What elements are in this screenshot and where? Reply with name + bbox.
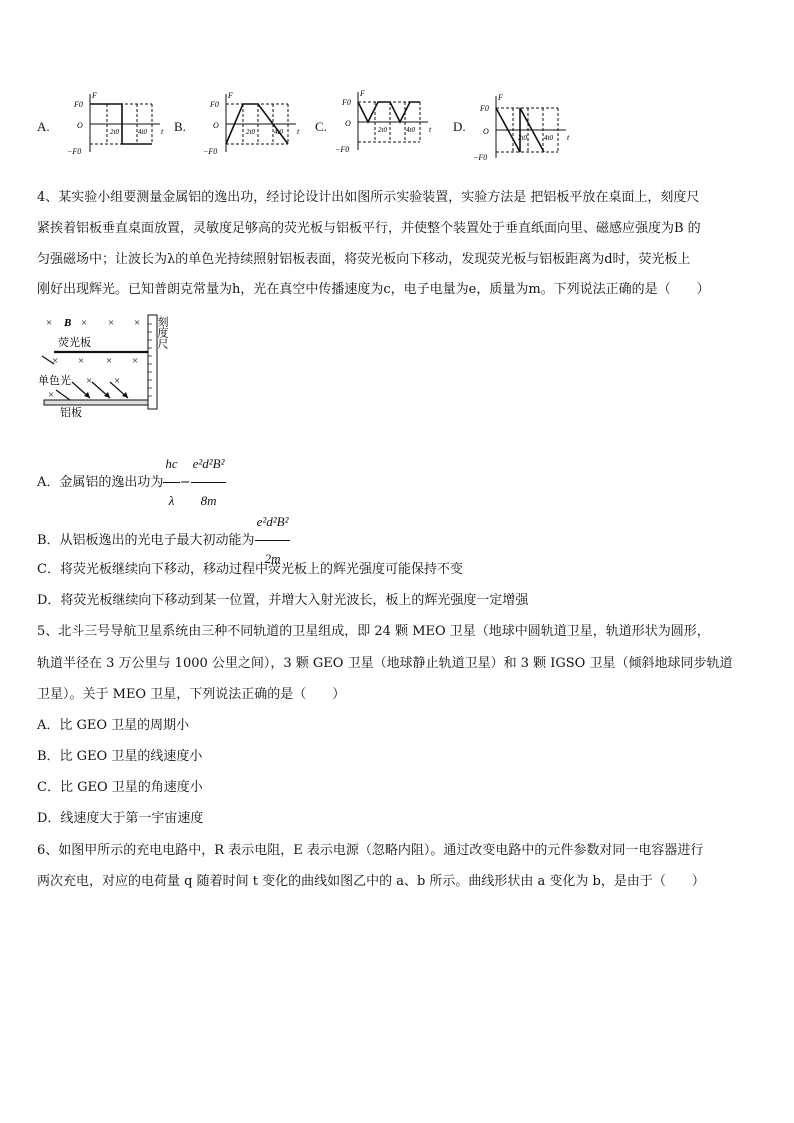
t-axis-label: t (161, 127, 164, 136)
option-a-label: A. (37, 119, 50, 134)
screen-label: 荧光板 (58, 337, 91, 349)
field-cross: × (86, 375, 93, 387)
f0-label: F0 (210, 100, 219, 109)
minus-sign: − (179, 475, 191, 490)
q5-stem-line-2: 轨道半径在 3 万公里与 1000 公里之间），3 颗 GEO 卫星（地球静止轨道卫星）和 3 颗 IGSO 卫星（倾斜地球同步轨道 (37, 656, 733, 671)
q5-option-a: A．比 GEO 卫星的周期小 (37, 718, 190, 733)
q6-stem-line-1: 6、如图甲所示的充电电路中，R 表示电阻，E 表示电源（忽略内阻）。通过改变电路中的元件参数对同一电容器进行 (37, 843, 704, 858)
field-cross: × (46, 317, 53, 329)
fraction-denominator: 2m (264, 551, 281, 566)
f-axis-label: F (498, 93, 503, 102)
q4-option-a-text: A．金属铝的逸出功为 (37, 475, 164, 490)
neg-f0-label: −F0 (335, 145, 350, 154)
tick-2t0: 2t0 (110, 128, 119, 136)
f-axis-label: F (360, 89, 365, 98)
field-cross: × (106, 355, 113, 367)
q4-stem-line-4: 刚好出现辉光。已知普朗克常量为h，光在真空中传播速度为c，电子电量为e，质量为m。下列说法正确的是（ ） (37, 282, 710, 297)
f-axis-label: F (92, 91, 97, 100)
fraction-numerator: e²d²B² (255, 504, 291, 541)
option-d-graph (468, 92, 573, 164)
light-label: 单色光 (38, 375, 71, 387)
q4-stem-line-3: 匀强磁场中；让波长为λ的单色光持续照射铝板表面，将荧光板向下移动，发现荧光板与铝板距离为d时，荧光板上 (37, 252, 691, 267)
q4-option-b-text: B．从铝板逸出的光电子最大初动能为 (37, 533, 255, 548)
field-cross: × (78, 355, 85, 367)
option-d-label: D. (453, 119, 466, 134)
tick-2t0: 2t0 (518, 134, 527, 142)
b-field-label: B (64, 317, 72, 329)
field-cross: × (108, 317, 115, 329)
neg-f0-label: −F0 (473, 153, 488, 162)
field-cross: × (134, 317, 141, 329)
option-b-graph (198, 90, 303, 158)
ruler-label: 刻度尺 (156, 316, 168, 349)
neg-f0-label: −F0 (67, 147, 82, 156)
origin-label: O (213, 121, 219, 130)
field-cross: × (52, 355, 59, 367)
tick-4t0: 4t0 (406, 126, 415, 134)
t-axis-label: t (567, 133, 570, 142)
t-axis-label: t (297, 127, 300, 136)
q4-stem-line-1: 4、某实验小组要测量金属铝的逸出功，经讨论设计出如图所示实验装置，实验方法是 把铝板平放在桌面上，刻度尺 (37, 190, 700, 205)
field-cross: × (114, 375, 121, 387)
option-b-label: B. (174, 119, 186, 134)
q5-option-d: D．线速度大于第一宇宙速度 (37, 811, 204, 826)
q5-option-b: B．比 GEO 卫星的线速度小 (37, 749, 203, 764)
tick-2t0: 2t0 (378, 126, 387, 134)
f0-label: F0 (342, 98, 351, 107)
f0-label: F0 (74, 100, 83, 109)
q5-option-c: C．比 GEO 卫星的角速度小 (37, 780, 203, 795)
field-cross: × (81, 317, 88, 329)
origin-label: O (77, 121, 83, 130)
option-c-label: C. (315, 119, 327, 134)
tick-4t0: 4t0 (274, 128, 283, 136)
q5-stem-line-1: 5、北斗三号导航卫星系统由三种不同轨道的卫星组成，即 24 颗 MEO 卫星（地球中圆轨道卫星，轨道形状为圆形， (37, 624, 710, 639)
f0-label: F0 (480, 104, 489, 113)
neg-f0-label: −F0 (203, 147, 218, 156)
origin-label: O (483, 127, 489, 136)
fraction-numerator: hc (163, 446, 179, 483)
fraction-denominator: 8m (200, 493, 217, 508)
q5-stem-line-3: 卫星）。关于 MEO 卫星，下列说法正确的是（ ） (37, 687, 346, 702)
tick-4t0: 4t0 (138, 128, 147, 136)
fraction-numerator: e²d²B² (191, 446, 227, 483)
origin-label: O (345, 119, 351, 128)
q4-apparatus-figure (38, 312, 188, 418)
q4-option-c: C．将荧光板继续向下移动，移动过程中荧光板上的辉光强度可能保持不变 (37, 562, 463, 577)
fraction-denominator: λ (168, 493, 175, 508)
q4-option-d: D．将荧光板继续向下移动到某一位置，并增大入射光波长，板上的辉光强度一定增强 (37, 593, 529, 608)
field-cross: × (48, 389, 55, 401)
q4-stem-line-2: 紧挨着铝板垂直桌面放置，灵敏度足够高的荧光板与铝板平行，并使整个装置处于垂直纸面向里、磁感应强度为B 的 (37, 221, 701, 236)
option-c-graph (330, 88, 435, 156)
plate-label: 铝板 (60, 407, 82, 418)
field-cross: × (132, 355, 139, 367)
tick-2t0: 2t0 (246, 128, 255, 136)
option-a-graph (62, 90, 167, 158)
f-axis-label: F (228, 91, 233, 100)
tick-4t0: 4t0 (544, 134, 553, 142)
t-axis-label: t (429, 125, 432, 134)
q6-stem-line-2: 两次充电，对应的电荷量 q 随着时间 t 变化的曲线如图乙中的 a、b 所示。曲线形状由 a 变化为 b，是由于（ ） (37, 874, 705, 889)
